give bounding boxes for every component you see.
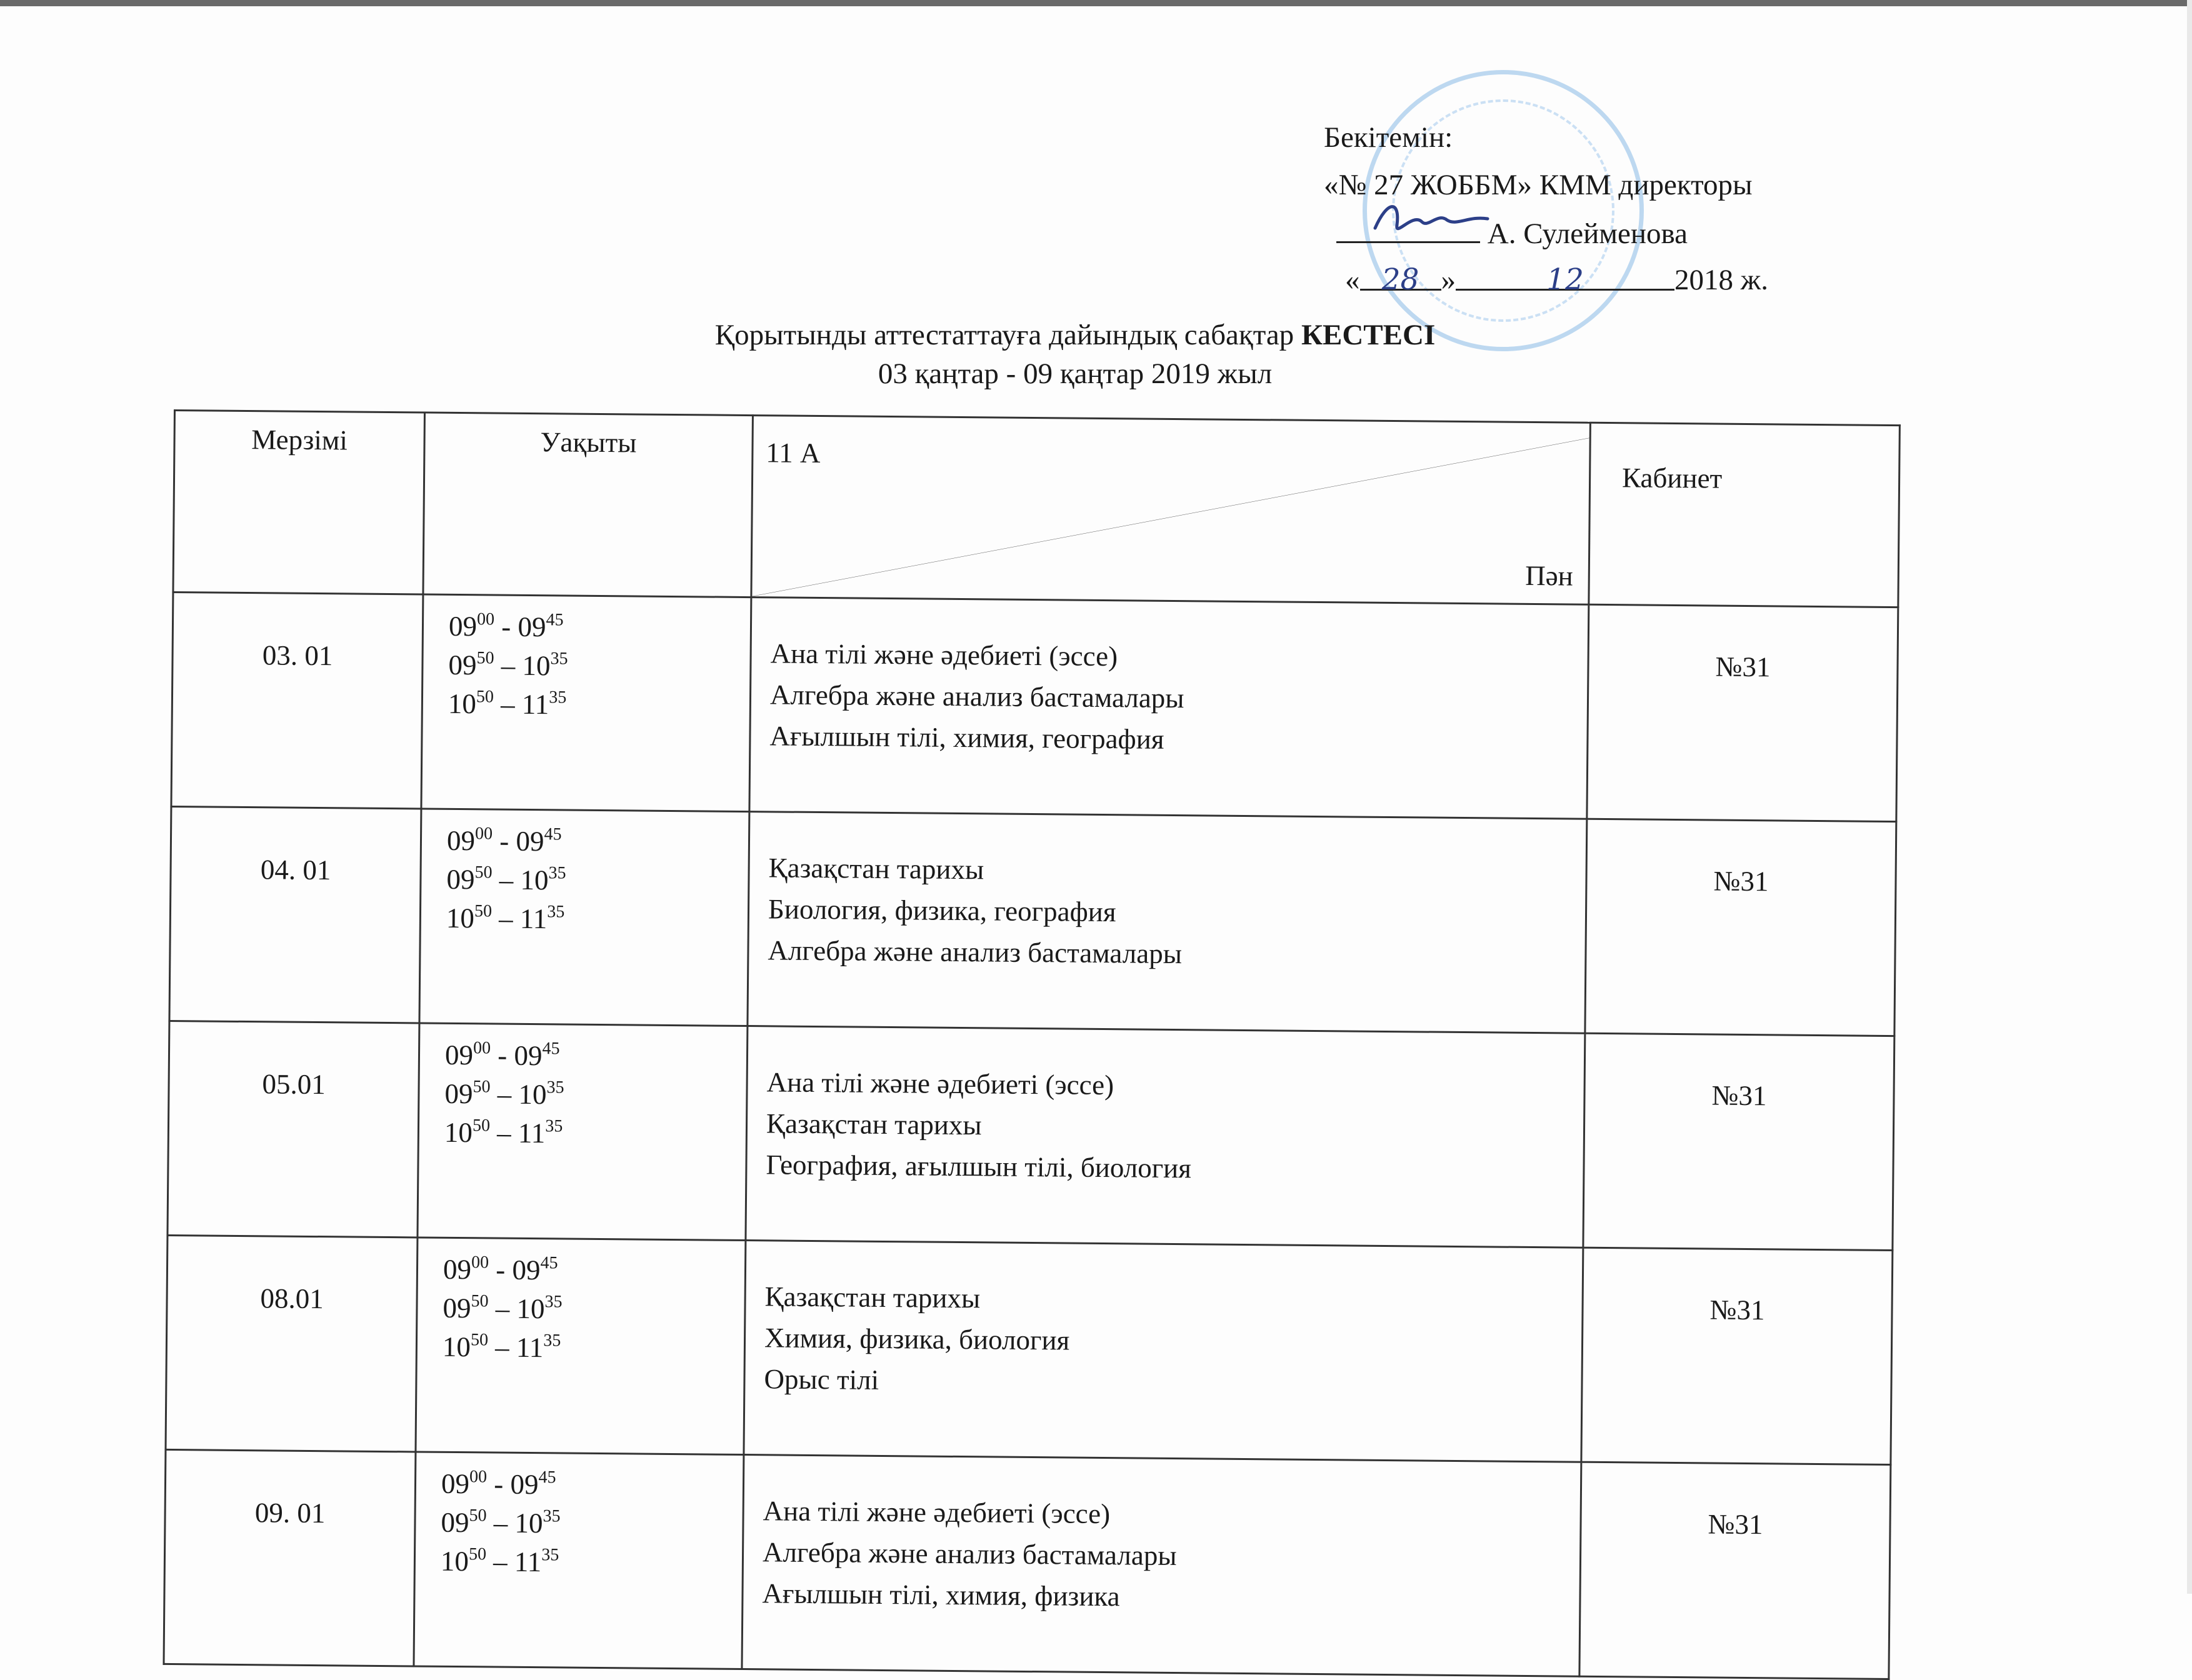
subject-item: Биология, физика, география [768,893,1116,928]
time-end-minute: 45 [544,824,562,844]
time-start-hour: 09 [446,824,476,857]
time-slot [443,1289,744,1330]
subject-item: Химия, физика, биология [764,1322,1070,1356]
subject-item: География, ағылшын тілі, биология [766,1149,1192,1184]
time-separator: – [489,1117,519,1149]
time-start-hour: 10 [440,1545,469,1578]
time-separator: – [493,688,523,720]
subject-item: Алгебра және анализ бастамалары [769,679,1184,714]
cell-date: 05.01 [168,1021,419,1237]
date-day: 28 [1360,256,1441,291]
time-start-minute: 50 [476,648,494,668]
subject-item: Ана тілі және әдебиеті (эссе) [766,1066,1114,1101]
table-header-row [173,411,1899,608]
table-row [168,1021,1894,1250]
time-end-hour: 10 [516,1292,545,1325]
time-separator: – [490,1078,519,1110]
table-row [164,1449,1891,1679]
time-separator: – [488,1331,517,1363]
time-start-minute: 50 [473,1077,491,1097]
cell-subjects [746,1026,1585,1248]
header-class: 11 А [766,437,821,469]
time-start-hour: 10 [442,1331,471,1363]
time-end-hour: 11 [514,1546,542,1578]
time-separator: - [486,1468,511,1500]
approval-block [1324,114,1768,304]
time-start-minute: 50 [470,1330,489,1350]
cell-time [419,809,749,1026]
time-start-minute: 50 [476,687,494,707]
director-name: А. Сулейменова [1487,218,1688,250]
subject-item: Орыс тілі [764,1363,879,1396]
time-separator: – [486,1507,515,1539]
date-month: 12 [1456,256,1674,291]
title-line-1 [0,316,2150,354]
time-start-minute: 00 [469,1467,488,1487]
cell-subjects [748,812,1587,1034]
signature-blank [1336,209,1480,243]
time-end-minute: 35 [543,1506,561,1526]
subject-item: Ана тілі және әдебиеті (эссе) [770,638,1118,672]
time-start-hour: 10 [444,1116,473,1149]
time-slot [448,646,750,687]
time-slot [443,1328,744,1369]
scan-edge [0,0,2192,6]
time-start-minute: 00 [474,824,493,844]
time-end-minute: 35 [548,863,566,883]
subject-item: Ағылшын тілі, химия, физика [762,1578,1120,1612]
header-time: Уақыты [423,412,753,598]
schedule-body [164,592,1898,1679]
time-end-hour: 09 [518,611,546,643]
approval-org: «№ 27 ЖОББМ» КММ директоры [1324,169,1753,201]
time-end-minute: 35 [546,1078,564,1098]
time-separator: - [490,1039,514,1071]
date-quote-open: « [1345,264,1360,296]
time-separator: – [492,864,521,896]
subject-item: Алгебра және анализ бастамалары [762,1536,1177,1572]
time-start-hour: 09 [448,610,478,642]
header-diagonal [752,416,1589,604]
time-separator: – [486,1546,515,1578]
date-year: 2018 ж. [1674,264,1768,296]
document-title [0,316,2150,393]
subject-item: Қазақстан тарихы [766,1108,982,1141]
subject-item: Қазақстан тарихы [764,1281,981,1314]
cell-date: 04. 01 [169,806,421,1022]
subject-item: Алгебра және анализ бастамалары [768,934,1183,970]
time-slot [441,1542,743,1583]
time-start-hour: 09 [446,863,475,896]
table-row [169,806,1896,1036]
time-start-minute: 50 [474,901,493,921]
time-start-minute: 00 [471,1252,489,1272]
time-start-hour: 09 [441,1468,470,1500]
title-line-2: 03 қаңтар - 09 қаңтар 2019 жыл [878,358,1273,390]
time-slot [449,607,751,648]
cell-date: 09. 01 [164,1449,416,1666]
time-separator: - [488,1254,513,1286]
time-end-minute: 35 [550,649,568,669]
cell-subjects [742,1455,1581,1677]
header-date: Мерзімі [173,411,425,594]
cell-time [421,594,751,812]
time-end-hour: 09 [516,825,544,858]
time-end-hour: 11 [518,1117,546,1149]
time-end-minute: 35 [541,1545,559,1565]
subject-item: Ана тілі және әдебиеті (эссе) [763,1495,1111,1530]
time-start-hour: 09 [443,1292,471,1324]
approval-heading: Бекітемін: [1324,121,1453,154]
time-separator: – [494,649,523,681]
time-slot [441,1464,743,1506]
header-room: Кабинет [1589,422,1900,607]
table-row [166,1235,1893,1464]
scan-edge-right [2187,0,2192,1594]
time-start-minute: 50 [474,862,493,882]
date-quote-close: » [1441,264,1456,296]
time-start-minute: 00 [473,1038,491,1058]
cell-room: №31 [1585,819,1896,1036]
time-start-hour: 09 [441,1506,469,1539]
time-end-minute: 45 [542,1039,560,1059]
time-end-minute: 35 [543,1331,561,1351]
title-prefix: Қорытынды аттестаттауға дайындық сабақтар [714,319,1301,351]
time-start-minute: 50 [472,1116,491,1136]
header-class-subject [751,416,1590,605]
time-start-hour: 10 [448,688,477,720]
time-slot [446,899,748,940]
time-slot [446,860,748,901]
time-end-minute: 45 [540,1253,558,1273]
header-subject: Пән [1524,559,1573,592]
time-end-hour: 10 [522,649,551,682]
time-end-hour: 11 [519,902,548,935]
time-end-minute: 35 [545,1116,563,1136]
time-end-hour: 11 [516,1331,544,1364]
cell-room: №31 [1581,1248,1893,1464]
cell-date: 08.01 [166,1235,418,1451]
time-start-minute: 50 [468,1544,487,1564]
time-separator: - [492,825,516,857]
time-slot [444,1113,746,1154]
time-start-hour: 09 [443,1253,472,1286]
time-end-hour: 09 [514,1039,543,1072]
cell-room: №31 [1587,604,1898,821]
time-separator: - [494,611,518,642]
time-end-minute: 35 [547,902,565,922]
cell-subjects [749,598,1589,819]
time-end-hour: 09 [510,1468,539,1501]
time-slot [441,1503,743,1544]
approval-signature-line [1324,209,1768,256]
time-start-minute: 50 [469,1506,487,1526]
time-start-hour: 09 [444,1078,473,1110]
time-slot [443,1250,745,1291]
time-slot [444,1074,746,1116]
time-end-minute: 35 [544,1292,563,1312]
subject-item: Қазақстан тарихы [768,852,984,886]
time-end-hour: 10 [520,864,549,896]
cell-subjects [744,1241,1583,1462]
table-row [171,592,1898,822]
time-start-minute: 50 [471,1291,489,1311]
time-slot [447,821,749,862]
cell-date: 03. 01 [171,592,423,809]
title-bold: КЕСТЕСІ [1301,319,1436,351]
time-start-minute: 00 [476,609,495,629]
schedule-table [163,409,1900,1680]
time-start-hour: 09 [444,1039,474,1071]
cell-room: №31 [1579,1462,1891,1679]
cell-time [418,1023,748,1241]
time-slot [445,1036,747,1077]
cell-room: №31 [1583,1033,1894,1250]
time-separator: – [491,902,521,934]
time-end-minute: 35 [549,688,567,708]
time-end-hour: 11 [521,688,549,721]
cell-time [416,1238,746,1455]
time-slot [448,684,750,726]
time-end-minute: 45 [546,610,564,630]
cell-time [414,1452,744,1669]
time-end-hour: 10 [518,1078,547,1111]
time-end-hour: 09 [512,1254,541,1286]
time-end-hour: 10 [514,1507,543,1539]
time-start-hour: 09 [448,649,477,681]
subject-item: Ағылшын тілі, химия, география [769,720,1164,755]
time-separator: – [488,1292,517,1324]
approval-date [1324,256,1768,304]
time-start-hour: 10 [446,902,475,934]
time-end-minute: 45 [538,1468,556,1488]
